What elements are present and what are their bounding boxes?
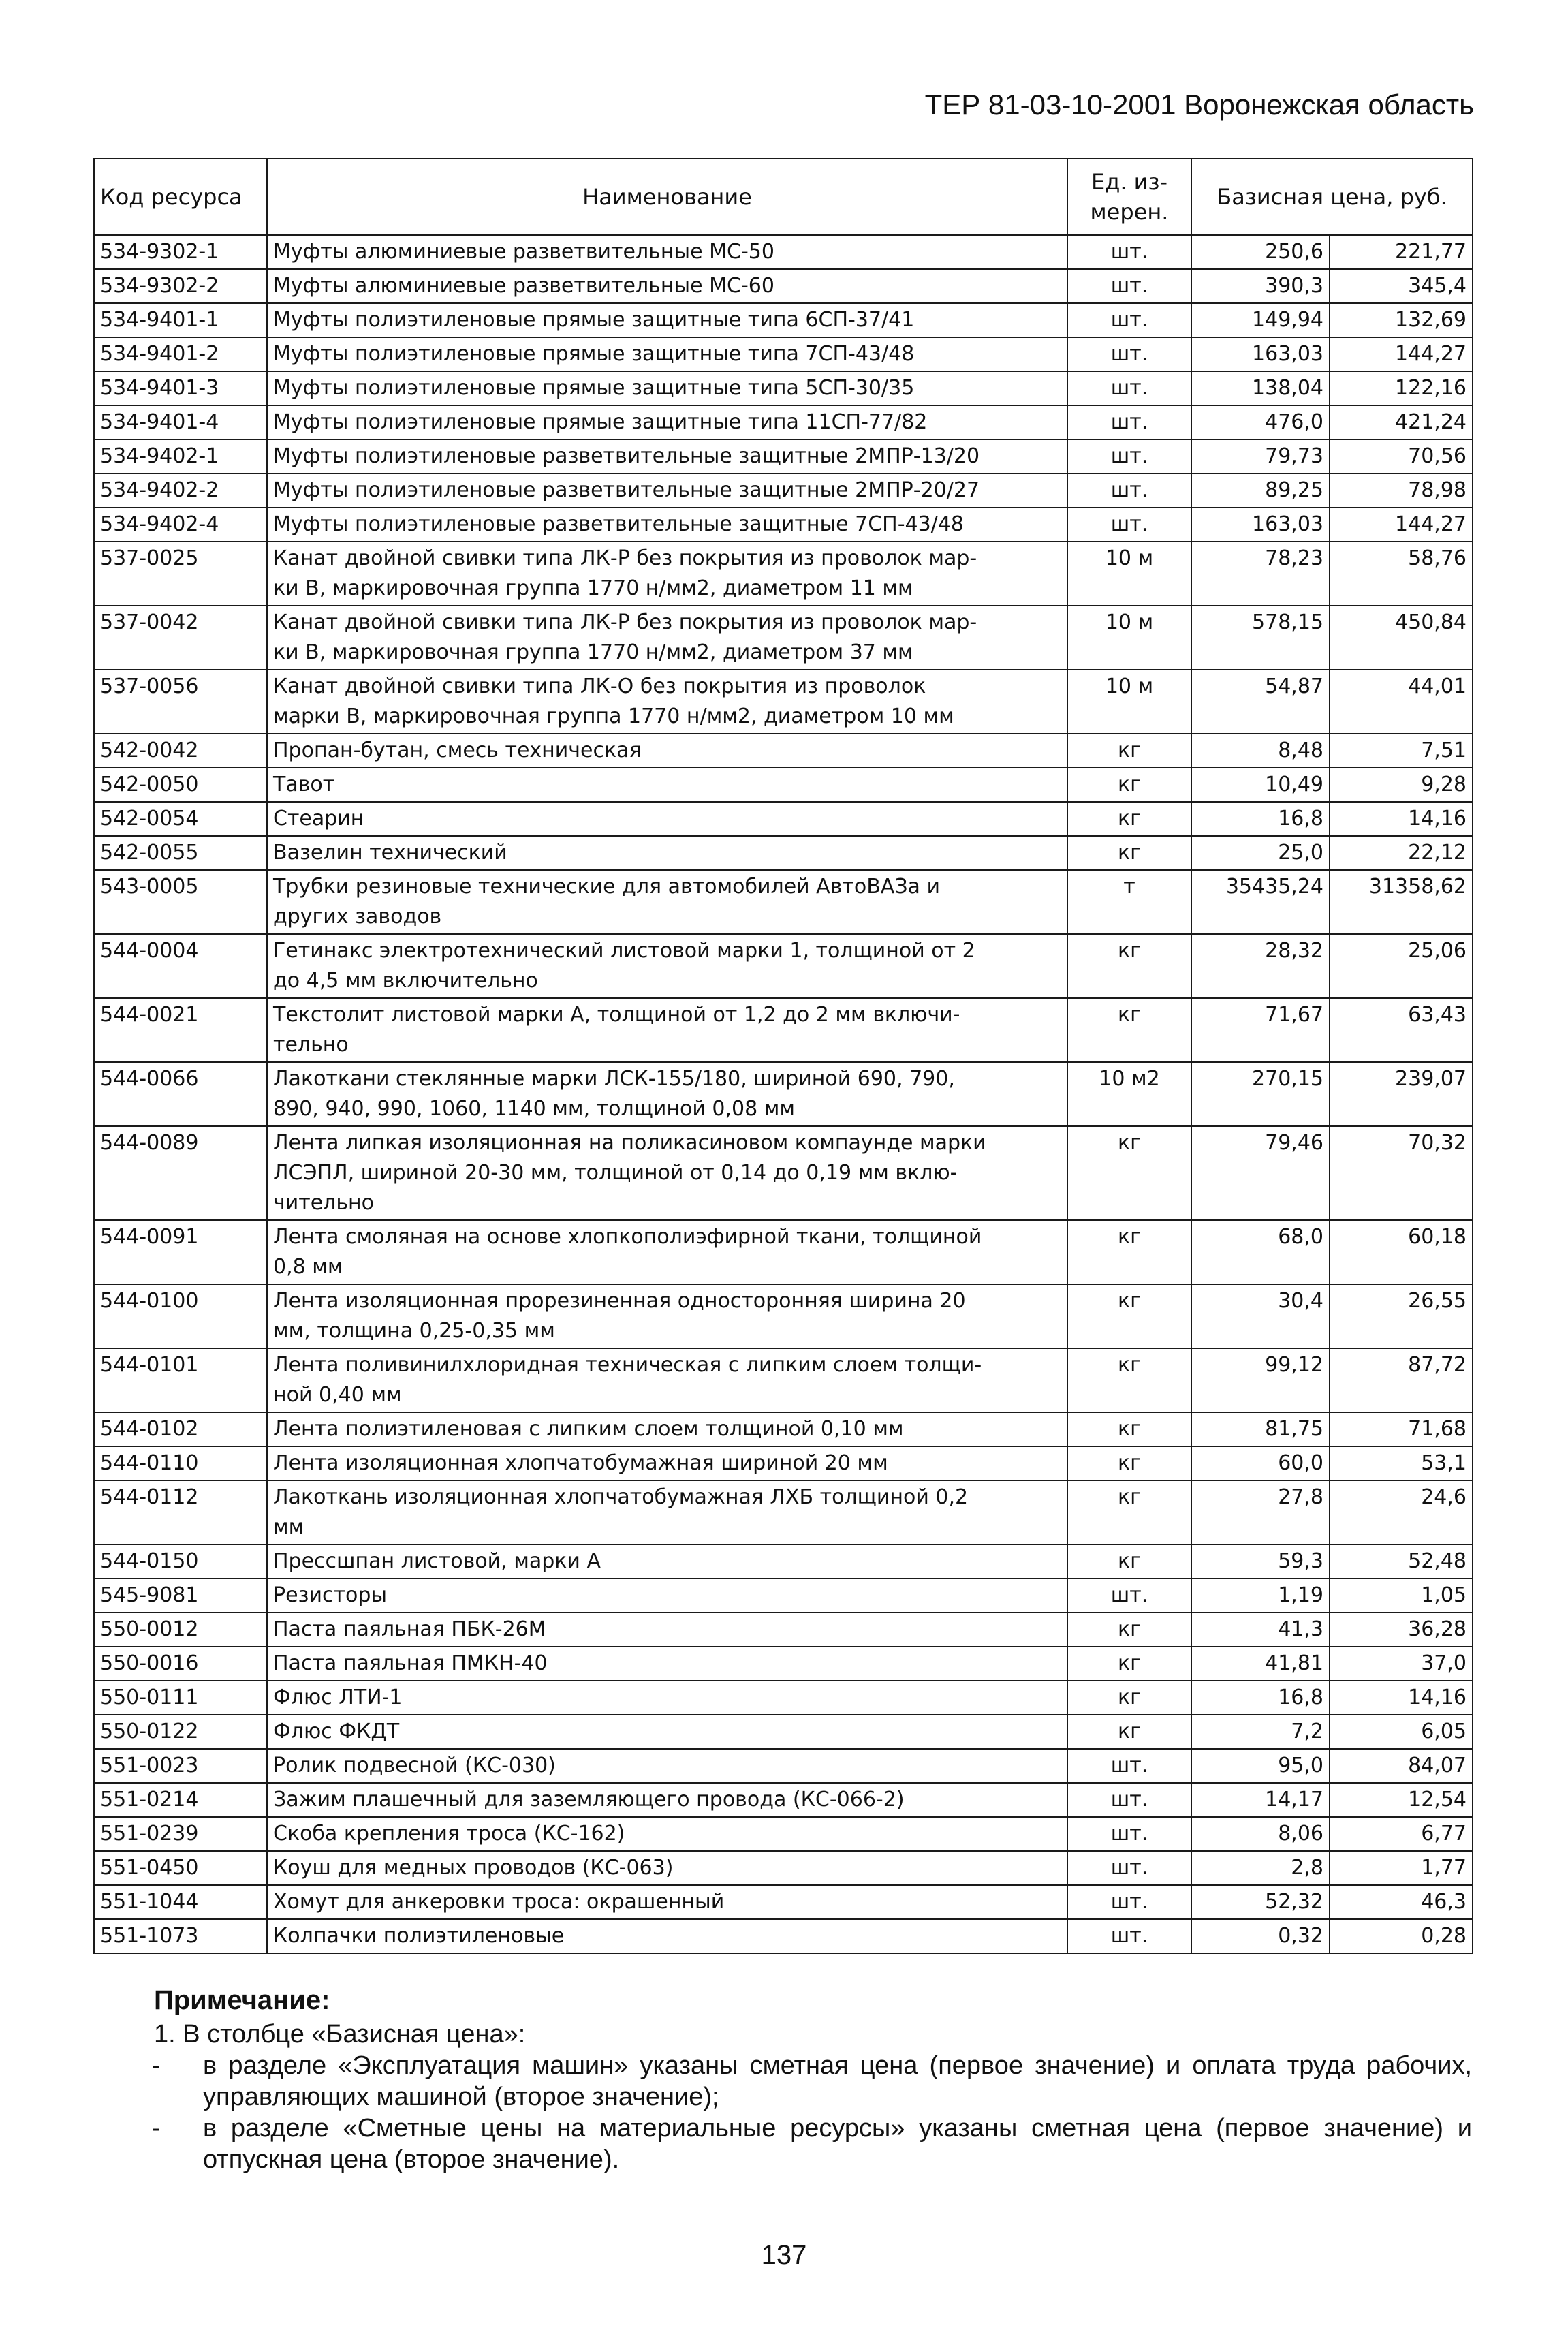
cell-name: Паста паяльная ПМКН-40 — [267, 1647, 1067, 1681]
cell-code: 550-0122 — [94, 1715, 267, 1749]
cell-unit: кг — [1067, 1480, 1191, 1544]
cell-estimate-price: 8,48 — [1191, 734, 1330, 768]
cell-name: Муфты полиэтиленовые разветвительные защитные 2МПР-13/20 — [267, 439, 1067, 473]
table-row — [94, 508, 1473, 542]
cell-second-price: 44,01 — [1330, 670, 1473, 734]
cell-name: Флюс ЛТИ-1 — [267, 1681, 1067, 1715]
cell-code: 537-0042 — [94, 606, 267, 670]
cell-second-price: 0,28 — [1330, 1919, 1473, 1953]
cell-unit: шт. — [1067, 303, 1191, 337]
table-row — [94, 1126, 1473, 1220]
note-item-text: в разделе «Эксплуатация машин» указаны сметная цена (первое значение) и оплата труда рабочих, управляющих машиной (второе значение); — [203, 2051, 1472, 2111]
cell-unit: шт. — [1067, 1783, 1191, 1817]
cell-name: Лента поливинилхлоридная техническая с липким слоем толщи- ной 0,40 мм — [267, 1348, 1067, 1412]
table-row — [94, 371, 1473, 405]
cell-name: Канат двойной свивки типа ЛК-О без покрытия из проволок марки В, маркировочная группа 1770 н/мм2, диаметром 10 мм — [267, 670, 1067, 734]
cell-name: Лакоткань изоляционная хлопчатобумажная ЛХБ толщиной 0,2 мм — [267, 1480, 1067, 1544]
cell-unit: шт. — [1067, 269, 1191, 303]
cell-name: Скоба крепления троса (КС-162) — [267, 1817, 1067, 1851]
cell-unit: кг — [1067, 734, 1191, 768]
cell-second-price: 84,07 — [1330, 1749, 1473, 1783]
cell-second-price: 1,77 — [1330, 1851, 1473, 1885]
cell-unit: шт. — [1067, 1579, 1191, 1613]
cell-unit: кг — [1067, 998, 1191, 1062]
cell-second-price: 58,76 — [1330, 542, 1473, 606]
cell-code: 551-1073 — [94, 1919, 267, 1953]
cell-code: 544-0100 — [94, 1284, 267, 1348]
cell-name: Трубки резиновые технические для автомобилей АвтоВАЗа и других заводов — [267, 870, 1067, 934]
cell-code: 542-0054 — [94, 802, 267, 836]
cell-name: Паста паяльная ПБК-26М — [267, 1613, 1067, 1647]
cell-name: Зажим плашечный для заземляющего провода (КС-066-2) — [267, 1783, 1067, 1817]
cell-name: Муфты полиэтиленовые разветвительные защитные 7СП-43/48 — [267, 508, 1067, 542]
note-item-text: в разделе «Сметные цены на материальные ресурсы» указаны сметная цена (первое значение) и отпускная цена (второе значение). — [203, 2114, 1472, 2174]
cell-unit: кг — [1067, 802, 1191, 836]
cell-name: Лента изоляционная прорезиненная односторонняя ширина 20 мм, толщина 0,25-0,35 мм — [267, 1284, 1067, 1348]
table-row — [94, 337, 1473, 371]
cell-name: Гетинакс электротехнический листовой марки 1, толщиной от 2 до 4,5 мм включительно — [267, 934, 1067, 998]
cell-estimate-price: 16,8 — [1191, 802, 1330, 836]
cell-second-price: 46,3 — [1330, 1885, 1473, 1919]
table-row — [94, 1885, 1473, 1919]
cell-unit: 10 м2 — [1067, 1062, 1191, 1126]
cell-second-price: 12,54 — [1330, 1783, 1473, 1817]
cell-name: Муфты алюминиевые разветвительные МС-60 — [267, 269, 1067, 303]
cell-unit: кг — [1067, 934, 1191, 998]
cell-second-price: 71,68 — [1330, 1412, 1473, 1446]
cell-estimate-price: 138,04 — [1191, 371, 1330, 405]
document-header: ТЕР 81-03-10-2001 Воронежская область — [924, 89, 1474, 121]
cell-estimate-price: 54,87 — [1191, 670, 1330, 734]
cell-estimate-price: 10,49 — [1191, 768, 1330, 802]
cell-code: 544-0004 — [94, 934, 267, 998]
cell-code: 544-0102 — [94, 1412, 267, 1446]
cell-estimate-price: 30,4 — [1191, 1284, 1330, 1348]
cell-code: 542-0042 — [94, 734, 267, 768]
cell-code: 534-9402-4 — [94, 508, 267, 542]
cell-second-price: 26,55 — [1330, 1284, 1473, 1348]
cell-code: 544-0089 — [94, 1126, 267, 1220]
table-row — [94, 542, 1473, 606]
cell-estimate-price: 35435,24 — [1191, 870, 1330, 934]
table-row — [94, 802, 1473, 836]
cell-code: 534-9402-1 — [94, 439, 267, 473]
cell-name: Муфты полиэтиленовые прямые защитные типа 6СП-37/41 — [267, 303, 1067, 337]
table-row — [94, 235, 1473, 269]
cell-second-price: 14,16 — [1330, 1681, 1473, 1715]
cell-second-price: 36,28 — [1330, 1613, 1473, 1647]
table-row — [94, 1817, 1473, 1851]
cell-second-price: 239,07 — [1330, 1062, 1473, 1126]
cell-second-price: 24,6 — [1330, 1480, 1473, 1544]
note-section — [154, 1985, 1472, 2175]
cell-unit: шт. — [1067, 508, 1191, 542]
note-item — [154, 2050, 1472, 2113]
cell-code: 534-9302-2 — [94, 269, 267, 303]
cell-unit: кг — [1067, 768, 1191, 802]
cell-estimate-price: 78,23 — [1191, 542, 1330, 606]
cell-unit: шт. — [1067, 337, 1191, 371]
cell-second-price: 31358,62 — [1330, 870, 1473, 934]
bullet-dash: - — [152, 2051, 161, 2080]
cell-unit: кг — [1067, 1446, 1191, 1480]
cell-name: Муфты полиэтиленовые прямые защитные типа 7СП-43/48 — [267, 337, 1067, 371]
table-row — [94, 870, 1473, 934]
column-header-price: Базисная цена, руб. — [1191, 159, 1473, 235]
cell-unit: шт. — [1067, 405, 1191, 439]
cell-estimate-price: 250,6 — [1191, 235, 1330, 269]
note-item — [154, 2113, 1472, 2175]
cell-estimate-price: 89,25 — [1191, 473, 1330, 508]
cell-code: 551-0214 — [94, 1783, 267, 1817]
cell-second-price: 25,06 — [1330, 934, 1473, 998]
cell-unit: 10 м — [1067, 670, 1191, 734]
cell-estimate-price: 163,03 — [1191, 508, 1330, 542]
cell-unit: кг — [1067, 1544, 1191, 1579]
cell-code: 551-1044 — [94, 1885, 267, 1919]
cell-unit: кг — [1067, 1126, 1191, 1220]
cell-unit: кг — [1067, 1284, 1191, 1348]
cell-name: Канат двойной свивки типа ЛК-Р без покрытия из проволок мар- ки В, маркировочная группа 1770 н/мм2, диаметром 37 мм — [267, 606, 1067, 670]
cell-unit: шт. — [1067, 1749, 1191, 1783]
cell-name: Вазелин технический — [267, 836, 1067, 870]
cell-estimate-price: 1,19 — [1191, 1579, 1330, 1613]
cell-estimate-price: 270,15 — [1191, 1062, 1330, 1126]
column-header-code: Код ресурса — [94, 159, 267, 235]
cell-second-price: 9,28 — [1330, 768, 1473, 802]
table-row — [94, 606, 1473, 670]
cell-code: 544-0091 — [94, 1220, 267, 1284]
table-row — [94, 836, 1473, 870]
cell-unit: кг — [1067, 1681, 1191, 1715]
table-row — [94, 1681, 1473, 1715]
cell-name: Муфты алюминиевые разветвительные МС-50 — [267, 235, 1067, 269]
cell-code: 544-0101 — [94, 1348, 267, 1412]
cell-unit: шт. — [1067, 439, 1191, 473]
column-header-unit: Ед. из- мерен. — [1067, 159, 1191, 235]
cell-estimate-price: 79,46 — [1191, 1126, 1330, 1220]
cell-estimate-price: 8,06 — [1191, 1817, 1330, 1851]
cell-unit: шт. — [1067, 1885, 1191, 1919]
cell-second-price: 144,27 — [1330, 337, 1473, 371]
cell-code: 542-0055 — [94, 836, 267, 870]
cell-estimate-price: 2,8 — [1191, 1851, 1330, 1885]
cell-unit: 10 м — [1067, 606, 1191, 670]
cell-unit: шт. — [1067, 235, 1191, 269]
cell-code: 534-9401-2 — [94, 337, 267, 371]
cell-estimate-price: 59,3 — [1191, 1544, 1330, 1579]
table-row — [94, 1579, 1473, 1613]
table-row — [94, 1647, 1473, 1681]
cell-estimate-price: 95,0 — [1191, 1749, 1330, 1783]
cell-second-price: 14,16 — [1330, 802, 1473, 836]
cell-unit: т — [1067, 870, 1191, 934]
cell-unit: шт. — [1067, 473, 1191, 508]
cell-estimate-price: 25,0 — [1191, 836, 1330, 870]
table-row — [94, 1749, 1473, 1783]
cell-code: 550-0016 — [94, 1647, 267, 1681]
cell-estimate-price: 27,8 — [1191, 1480, 1330, 1544]
cell-name: Муфты полиэтиленовые разветвительные защитные 2МПР-20/27 — [267, 473, 1067, 508]
table-row — [94, 1062, 1473, 1126]
table-row — [94, 1412, 1473, 1446]
cell-second-price: 63,43 — [1330, 998, 1473, 1062]
cell-estimate-price: 0,32 — [1191, 1919, 1330, 1953]
cell-estimate-price: 52,32 — [1191, 1885, 1330, 1919]
cell-unit: 10 м — [1067, 542, 1191, 606]
cell-estimate-price: 60,0 — [1191, 1446, 1330, 1480]
cell-code: 544-0021 — [94, 998, 267, 1062]
cell-second-price: 6,05 — [1330, 1715, 1473, 1749]
cell-code: 544-0150 — [94, 1544, 267, 1579]
table-row — [94, 670, 1473, 734]
cell-estimate-price: 79,73 — [1191, 439, 1330, 473]
cell-estimate-price: 41,81 — [1191, 1647, 1330, 1681]
cell-code: 544-0110 — [94, 1446, 267, 1480]
cell-name: Лакоткани стеклянные марки ЛСК-155/180, шириной 690, 790, 890, 940, 990, 1060, 1140 мм, толщиной 0,08 мм — [267, 1062, 1067, 1126]
cell-code: 534-9401-4 — [94, 405, 267, 439]
cell-estimate-price: 68,0 — [1191, 1220, 1330, 1284]
table-row — [94, 934, 1473, 998]
cell-code: 537-0025 — [94, 542, 267, 606]
cell-second-price: 37,0 — [1330, 1647, 1473, 1681]
cell-unit: шт. — [1067, 1919, 1191, 1953]
cell-name: Резисторы — [267, 1579, 1067, 1613]
cell-code: 534-9302-1 — [94, 235, 267, 269]
cell-name: Текстолит листовой марки А, толщиной от 1,2 до 2 мм включи- тельно — [267, 998, 1067, 1062]
cell-second-price: 1,05 — [1330, 1579, 1473, 1613]
cell-code: 534-9402-2 — [94, 473, 267, 508]
cell-code: 537-0056 — [94, 670, 267, 734]
cell-estimate-price: 14,17 — [1191, 1783, 1330, 1817]
cell-code: 550-0012 — [94, 1613, 267, 1647]
note-title: Примечание: — [154, 1985, 330, 2015]
cell-code: 551-0239 — [94, 1817, 267, 1851]
table-row — [94, 734, 1473, 768]
bullet-dash: - — [152, 2114, 161, 2143]
cell-second-price: 22,12 — [1330, 836, 1473, 870]
cell-estimate-price: 99,12 — [1191, 1348, 1330, 1412]
cell-estimate-price: 28,32 — [1191, 934, 1330, 998]
table-row — [94, 768, 1473, 802]
cell-code: 544-0112 — [94, 1480, 267, 1544]
cell-name: Коуш для медных проводов (КС-063) — [267, 1851, 1067, 1885]
cell-second-price: 6,77 — [1330, 1817, 1473, 1851]
table-row — [94, 405, 1473, 439]
cell-second-price: 7,51 — [1330, 734, 1473, 768]
cell-unit: шт. — [1067, 1817, 1191, 1851]
cell-estimate-price: 149,94 — [1191, 303, 1330, 337]
cell-code: 534-9401-1 — [94, 303, 267, 337]
cell-second-price: 122,16 — [1330, 371, 1473, 405]
cell-name: Лента смоляная на основе хлопкополиэфирной ткани, толщиной 0,8 мм — [267, 1220, 1067, 1284]
cell-code: 542-0050 — [94, 768, 267, 802]
cell-second-price: 70,56 — [1330, 439, 1473, 473]
cell-unit: кг — [1067, 836, 1191, 870]
table-row — [94, 1783, 1473, 1817]
cell-code: 543-0005 — [94, 870, 267, 934]
note-intro: 1. В столбце «Базисная цена»: — [154, 2020, 526, 2049]
cell-code: 534-9401-3 — [94, 371, 267, 405]
cell-second-price: 221,77 — [1330, 235, 1473, 269]
table-row — [94, 1220, 1473, 1284]
cell-name: Муфты полиэтиленовые прямые защитные типа 11СП-77/82 — [267, 405, 1067, 439]
table-row — [94, 1919, 1473, 1953]
cell-second-price: 70,32 — [1330, 1126, 1473, 1220]
cell-second-price: 421,24 — [1330, 405, 1473, 439]
cell-second-price: 52,48 — [1330, 1544, 1473, 1579]
cell-estimate-price: 16,8 — [1191, 1681, 1330, 1715]
cell-unit: шт. — [1067, 1851, 1191, 1885]
table-row — [94, 439, 1473, 473]
table-row — [94, 1480, 1473, 1544]
cell-code: 551-0450 — [94, 1851, 267, 1885]
cell-name: Тавот — [267, 768, 1067, 802]
table-row — [94, 1613, 1473, 1647]
table-row — [94, 269, 1473, 303]
cell-name: Флюс ФКДТ — [267, 1715, 1067, 1749]
cell-second-price: 60,18 — [1330, 1220, 1473, 1284]
cell-name: Хомут для анкеровки троса: окрашенный — [267, 1885, 1067, 1919]
cell-code: 551-0023 — [94, 1749, 267, 1783]
price-table — [93, 158, 1473, 1954]
column-header-name: Наименование — [267, 159, 1067, 235]
table-row — [94, 1446, 1473, 1480]
table-row — [94, 303, 1473, 337]
cell-unit: кг — [1067, 1647, 1191, 1681]
table-row — [94, 1544, 1473, 1579]
cell-unit: кг — [1067, 1715, 1191, 1749]
table-row — [94, 473, 1473, 508]
table-row — [94, 1851, 1473, 1885]
table-row — [94, 1348, 1473, 1412]
cell-unit: кг — [1067, 1412, 1191, 1446]
cell-name: Муфты полиэтиленовые прямые защитные типа 5СП-30/35 — [267, 371, 1067, 405]
cell-second-price: 450,84 — [1330, 606, 1473, 670]
table-body — [94, 235, 1473, 1953]
table-row — [94, 1715, 1473, 1749]
cell-second-price: 132,69 — [1330, 303, 1473, 337]
cell-estimate-price: 476,0 — [1191, 405, 1330, 439]
cell-code: 545-9081 — [94, 1579, 267, 1613]
cell-unit: кг — [1067, 1220, 1191, 1284]
cell-unit: шт. — [1067, 371, 1191, 405]
cell-name: Лента полиэтиленовая с липким слоем толщиной 0,10 мм — [267, 1412, 1067, 1446]
cell-estimate-price: 390,3 — [1191, 269, 1330, 303]
table-row — [94, 1284, 1473, 1348]
cell-name: Лента липкая изоляционная на поликасиновом компаунде марки ЛСЭПЛ, шириной 20-30 мм, толщиной от 0,14 до 0,19 мм вклю- чительно — [267, 1126, 1067, 1220]
cell-unit: кг — [1067, 1348, 1191, 1412]
page-number: 137 — [761, 2240, 807, 2270]
table-header-row — [94, 159, 1473, 235]
cell-name: Колпачки полиэтиленовые — [267, 1919, 1067, 1953]
cell-code: 550-0111 — [94, 1681, 267, 1715]
cell-estimate-price: 7,2 — [1191, 1715, 1330, 1749]
cell-name: Стеарин — [267, 802, 1067, 836]
cell-name: Лента изоляционная хлопчатобумажная шириной 20 мм — [267, 1446, 1067, 1480]
table-row — [94, 998, 1473, 1062]
cell-name: Канат двойной свивки типа ЛК-Р без покрытия из проволок мар- ки В, маркировочная группа 1770 н/мм2, диаметром 11 мм — [267, 542, 1067, 606]
cell-estimate-price: 71,67 — [1191, 998, 1330, 1062]
cell-second-price: 144,27 — [1330, 508, 1473, 542]
cell-second-price: 78,98 — [1330, 473, 1473, 508]
cell-unit: кг — [1067, 1613, 1191, 1647]
cell-second-price: 345,4 — [1330, 269, 1473, 303]
cell-name: Пропан-бутан, смесь техническая — [267, 734, 1067, 768]
cell-code: 544-0066 — [94, 1062, 267, 1126]
cell-estimate-price: 163,03 — [1191, 337, 1330, 371]
cell-second-price: 53,1 — [1330, 1446, 1473, 1480]
cell-second-price: 87,72 — [1330, 1348, 1473, 1412]
cell-name: Ролик подвесной (КС-030) — [267, 1749, 1067, 1783]
cell-name: Прессшпан листовой, марки А — [267, 1544, 1067, 1579]
cell-estimate-price: 41,3 — [1191, 1613, 1330, 1647]
cell-estimate-price: 81,75 — [1191, 1412, 1330, 1446]
cell-estimate-price: 578,15 — [1191, 606, 1330, 670]
